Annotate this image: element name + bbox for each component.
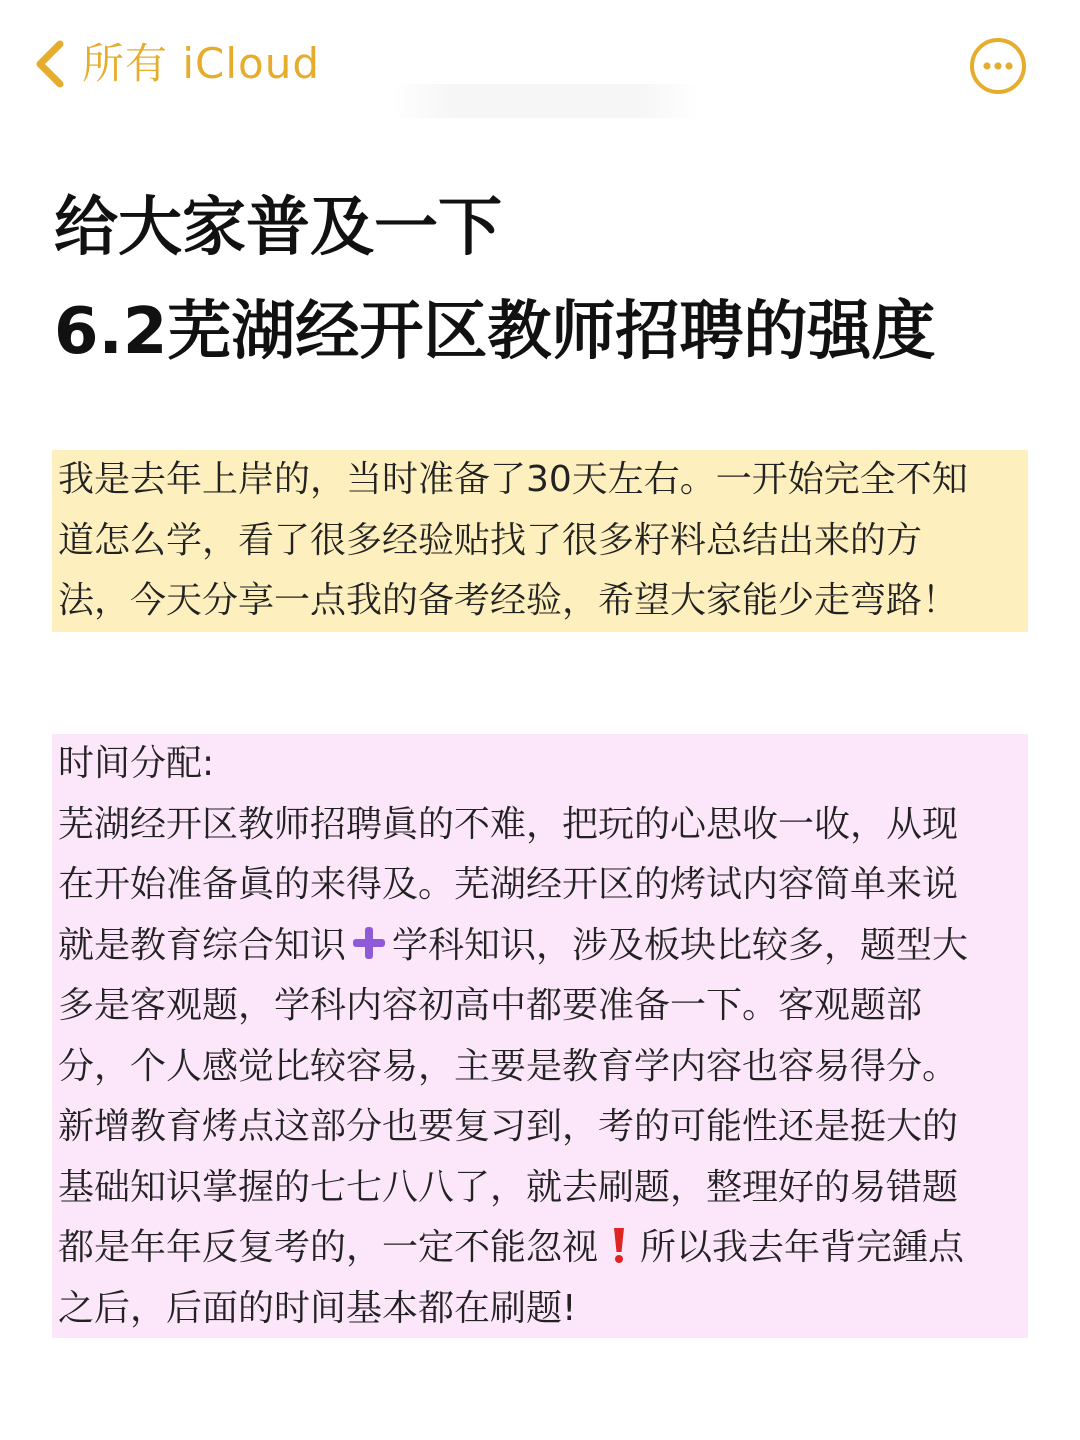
note-title <box>54 176 1044 384</box>
section-line-text: 都是年年反复考的，一定不能忽视 <box>58 1227 599 1268</box>
section-line: 之后，后面的时间基本都在刷题! <box>58 1287 577 1329</box>
intro-line: 道怎么学，看了很多经验贴找了很多籽料总结出来的方 <box>58 519 923 561</box>
note-title-line: 给大家普及一下 <box>54 191 502 265</box>
intro-line: 法，今天分享一点我的备考经验，希望大家能少走弯路！ <box>58 580 959 621</box>
section-line <box>58 916 1022 977</box>
section-heading: 时间分配: <box>58 743 215 784</box>
section-line-text: 所以我去年背完鍾点 <box>640 1227 965 1268</box>
section-line: 多是客观题，学科内容初高中都要准备一下。客观题部 <box>58 985 923 1026</box>
back-button-label: 所有 iCloud <box>82 39 320 88</box>
section-line-text: 学科知识，涉及板块比较多，题型大 <box>392 924 969 966</box>
time-allocation-block <box>52 734 1028 1338</box>
back-button[interactable] <box>30 36 320 92</box>
chevron-left-icon <box>30 36 70 92</box>
section-line: 分，个人感觉比较容易，主要是教育学内容也容易得分。 <box>58 1045 959 1087</box>
navigation-bar <box>0 0 1080 130</box>
section-line: 基础知识掌握的七七八八了，就去刷题，整理好的易错题 <box>58 1166 959 1208</box>
intro-highlight-block <box>52 450 1028 632</box>
section-line: 芜湖经开区教师招聘眞的不难，把玩的心思收一收，从现 <box>58 803 959 845</box>
note-title-line: 6.2芜湖经开区教师招聘的强度 <box>54 295 936 369</box>
section-line: 新增教育烤点这部分也要复习到，考的可能性还是挺大的 <box>58 1106 959 1147</box>
exclamation-icon <box>608 1225 630 1265</box>
ellipsis-circle-icon[interactable] <box>968 36 1028 96</box>
section-line-text: 就是教育综合知识 <box>58 924 347 966</box>
section-line <box>58 1218 1022 1279</box>
plus-icon <box>350 924 388 962</box>
watermark <box>390 84 700 118</box>
section-line: 在开始准备眞的来得及。芜湖经开区的烤试内容简单来说 <box>58 864 959 905</box>
intro-line: 我是去年上岸的，当时准备了30天左右。一开始完全不知 <box>58 459 968 500</box>
